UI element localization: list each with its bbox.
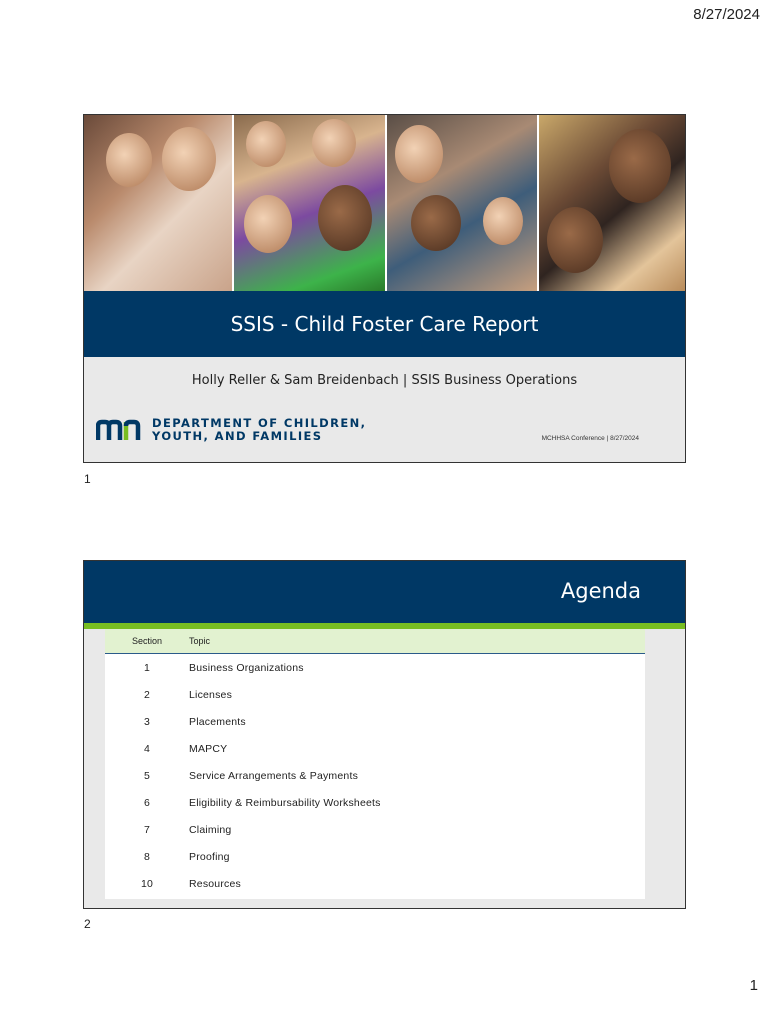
slide-1	[83, 114, 686, 463]
mn-logo-icon	[96, 419, 144, 441]
topic-label: Placements	[189, 715, 246, 728]
section-number: 1	[143, 661, 151, 674]
family-photo-3	[387, 115, 539, 291]
table-row	[105, 681, 645, 708]
section-number: 4	[143, 742, 151, 755]
topic-label: Eligibility & Reimbursability Worksheets	[189, 797, 381, 810]
table-row	[105, 654, 645, 682]
section-number: 2	[143, 688, 151, 701]
section-number: 3	[143, 715, 151, 728]
agenda-title: Agenda	[560, 579, 641, 603]
topic-label: Service Arrangements & Payments	[189, 769, 359, 782]
table-row	[105, 817, 645, 844]
topic-label: Claiming	[189, 824, 232, 837]
slide-2	[83, 560, 686, 909]
section-number: 10	[140, 878, 154, 891]
slide-footer: MCHHSA Conference | 8/27/2024	[541, 435, 639, 442]
slide-number-1: 1	[84, 472, 91, 486]
family-photo-1	[84, 115, 234, 291]
family-photo-4	[539, 115, 685, 291]
topic-label: Resources	[189, 878, 241, 891]
logo-line-2: YOUTH, AND FAMILIES	[152, 429, 323, 443]
family-photo-2	[234, 115, 387, 291]
agenda-table	[105, 629, 645, 899]
page-date: 8/27/2024	[693, 6, 760, 23]
slide-number-2: 2	[84, 917, 91, 931]
section-number: 5	[143, 769, 151, 782]
section-number: 8	[143, 851, 151, 864]
topic-label: Licenses	[189, 688, 233, 701]
table-row	[105, 708, 645, 735]
page-number: 1	[749, 977, 758, 994]
table-row	[105, 789, 645, 816]
table-row	[105, 762, 645, 789]
agenda-band	[84, 561, 685, 623]
logo-line-1: DEPARTMENT OF CHILDREN,	[152, 416, 367, 430]
dcyf-logo	[96, 417, 366, 443]
topic-label: Business Organizations	[189, 661, 304, 674]
topic-label: Proofing	[189, 851, 230, 864]
topic-label: MAPCY	[189, 742, 228, 755]
slide-subtitle: Holly Reller & Sam Breidenbach | SSIS Business Operations	[191, 373, 578, 388]
table-header-row	[105, 629, 645, 654]
table-row	[105, 871, 645, 898]
header-topic: Topic	[189, 629, 645, 654]
photo-collage	[84, 115, 685, 291]
table-row	[105, 735, 645, 762]
slide-title: SSIS - Child Foster Care Report	[230, 312, 539, 336]
header-section: Section	[105, 629, 189, 654]
table-row	[105, 844, 645, 871]
title-band	[84, 291, 685, 357]
section-number: 7	[143, 824, 151, 837]
section-number: 6	[143, 797, 151, 810]
